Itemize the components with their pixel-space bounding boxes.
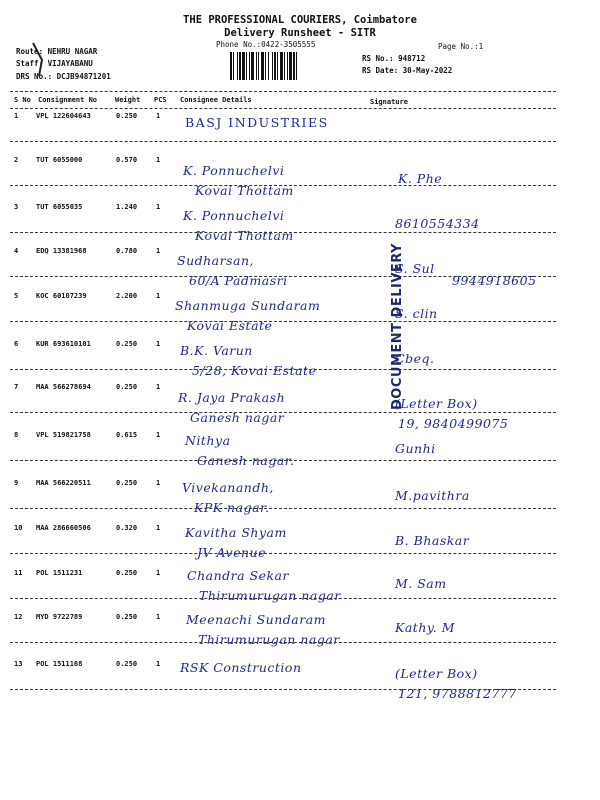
route-label: Route: NEHRU NAGAR [16,47,98,56]
barcode-bar [246,52,247,80]
signature-text: K. Phe [398,171,443,186]
barcode-bar [274,52,276,80]
barcode-bar [268,52,269,80]
barcode-bar [233,52,234,80]
row-weight: 0.250 [116,479,138,487]
row-sno: 3 [14,203,19,211]
row-consignment-no: VPL 519821758 [36,431,91,439]
row-weight: 0.250 [116,569,138,577]
row-sno: 5 [14,292,19,300]
consignee-name: Meenachi Sundaram [186,612,327,627]
consignee-name: B.K. Varun [180,343,253,358]
row-pcs: 1 [156,112,161,120]
consignee-address: Kovai Estate [187,318,273,333]
consignee-address: Ganesh nagar [190,410,285,425]
page-number: Page No.:1 [438,42,484,51]
row-pcs: 1 [156,383,161,391]
row-weight: 0.250 [116,613,138,621]
row-pcs: 1 [156,569,161,577]
signature-text: S. clin [395,306,438,321]
row-weight: 0.250 [116,340,138,348]
consignee-address: KPK nagar. [194,500,270,515]
barcode-bar [258,52,259,80]
row-divider [10,141,556,142]
barcode-bar [242,52,245,80]
row-consignment-no: MAA 566220511 [36,479,91,487]
barcode [230,52,350,80]
consignee-name: K. Ponnuchelvi [183,208,285,223]
consignee-name: R. Jaya Prakash [178,390,286,405]
row-divider [10,508,556,509]
row-sno: 1 [14,112,19,120]
consignee-name: Nithya [185,433,231,448]
header-divider-bottom [10,108,556,109]
barcode-bar [293,52,295,80]
row-consignment-no: KUR 693610101 [36,340,91,348]
row-pcs: 1 [156,613,161,621]
consignee-name: Vivekanandh, [182,480,274,495]
row-pcs: 1 [156,156,161,164]
barcode-bar [251,52,254,80]
consignee-address: Ganesh nagar. [197,453,295,468]
consignee-name: RSK Construction [180,660,302,675]
signature-text: Cbeq. [395,351,435,366]
row-consignment-no: POL 1511168 [36,660,83,668]
header-divider-top [10,91,556,92]
col-signature: Signature [370,98,408,106]
company-title: THE PROFESSIONAL COURIERS, Coimbatore [183,14,417,26]
row-sno: 9 [14,479,19,487]
barcode-bar [296,52,297,80]
signature-text: (Letter Box) [395,666,478,681]
consignee-address: Thirumurugan nagar [199,588,341,603]
staff-label: Staff: VIJAYABANU [16,59,93,68]
consignee-address: Kovai Thottam [195,183,294,198]
consignee-name: BASJ INDUSTRIES [185,115,329,130]
row-weight: 0.250 [116,112,138,120]
barcode-bar [249,52,250,80]
pen-mark-icon [30,40,52,82]
barcode-bar [277,52,278,80]
row-pcs: 1 [156,292,161,300]
row-weight: 0.320 [116,524,138,532]
document-delivery-stamp [372,238,405,410]
row-weight: 0.570 [116,156,138,164]
row-sno: 10 [14,524,23,532]
signature-text: Gunhi [395,441,436,456]
phone-number: Phone No.:0422-3505555 [216,40,316,49]
barcode-bar [280,52,283,80]
row-weight: 2.200 [116,292,138,300]
row-consignment-no: TUT 6055000 [36,156,83,164]
row-pcs: 1 [156,524,161,532]
rs-date: RS Date: 30-May-2022 [362,66,453,75]
col-pcs: PCS [154,96,167,104]
consignee-name: K. Ponnuchelvi [183,163,285,178]
barcode-bar [265,52,266,80]
row-weight: 0.250 [116,660,138,668]
col-weight: Weight [115,96,141,104]
row-pcs: 1 [156,479,161,487]
row-consignment-no: KOC 60107239 [36,292,87,300]
consignee-name: Chandra Sekar [187,568,289,583]
barcode-bar [237,52,238,80]
barcode-bar [230,52,232,80]
barcode-bar [289,52,292,80]
consignee-address: JV Avenue [197,545,266,560]
consignee-address: Thirumurugan nagar [198,632,340,647]
barcode-bar [239,52,241,80]
col-sno: S No [14,96,31,104]
row-pcs: 1 [156,340,161,348]
barcode-bar [256,52,257,80]
row-sno: 2 [14,156,19,164]
barcode-bar [287,52,288,80]
signature-text: M.pavithra [395,488,470,503]
row-consignment-no: MYD 9722789 [36,613,83,621]
row-pcs: 1 [156,431,161,439]
row-consignment-no: TUT 6055035 [36,203,83,211]
drs-number: DRS No.: DCJB94871201 [16,72,111,81]
consignee-name: Kavitha Shyam [185,525,287,540]
signature-extra: 19, 9840499075 [398,416,509,431]
row-weight: 1.240 [116,203,138,211]
row-consignment-no: MAA 286660506 [36,524,91,532]
row-sno: 7 [14,383,19,391]
row-sno: 11 [14,569,23,577]
signature-text: Kathy. M [395,620,456,635]
col-consignment: Consignment No [38,96,98,104]
row-consignment-no: POL 1511231 [36,569,83,577]
barcode-bar [261,52,264,80]
signature-text: 8610554334 [395,216,480,231]
row-weight: 0.615 [116,431,138,439]
signature-text: (Letter Box) [395,396,478,411]
row-sno: 12 [14,613,23,621]
row-sno: 8 [14,431,19,439]
signature-text: S. Sul [395,261,435,276]
row-weight: 0.250 [116,383,138,391]
row-weight: 0.780 [116,247,138,255]
signature-extra: 9944918605 [452,273,537,288]
row-divider [10,553,556,554]
stamp-text: DOCUMENT DELIVERY [390,243,405,410]
consignee-address: Kovai Thottam [195,228,294,243]
sheet-title: Delivery Runsheet - SITR [224,27,376,39]
row-consignment-no: MAA 566278694 [36,383,91,391]
row-consignment-no: VPL 122604643 [36,112,91,120]
signature-extra: 121, 9788812777 [398,686,517,701]
barcode-bar [272,52,273,80]
row-pcs: 1 [156,660,161,668]
rs-number: RS No.: 948712 [362,54,426,63]
consignee-address: 60/A Padmasri [189,273,288,288]
signature-text: B. Bhaskar [395,533,470,548]
col-consignee: Consignee Details [180,96,252,104]
consignee-address: 5/28, Kovai Estate [192,363,317,378]
consignee-name: Sudharsan, [177,253,254,268]
row-pcs: 1 [156,247,161,255]
row-sno: 13 [14,660,23,668]
signature-text: M. Sam [395,576,447,591]
row-sno: 6 [14,340,19,348]
barcode-bar [284,52,285,80]
row-pcs: 1 [156,203,161,211]
row-sno: 4 [14,247,19,255]
row-consignment-no: EDQ 13381968 [36,247,87,255]
consignee-name: Shanmuga Sundaram [175,298,321,313]
row-divider [10,321,556,322]
